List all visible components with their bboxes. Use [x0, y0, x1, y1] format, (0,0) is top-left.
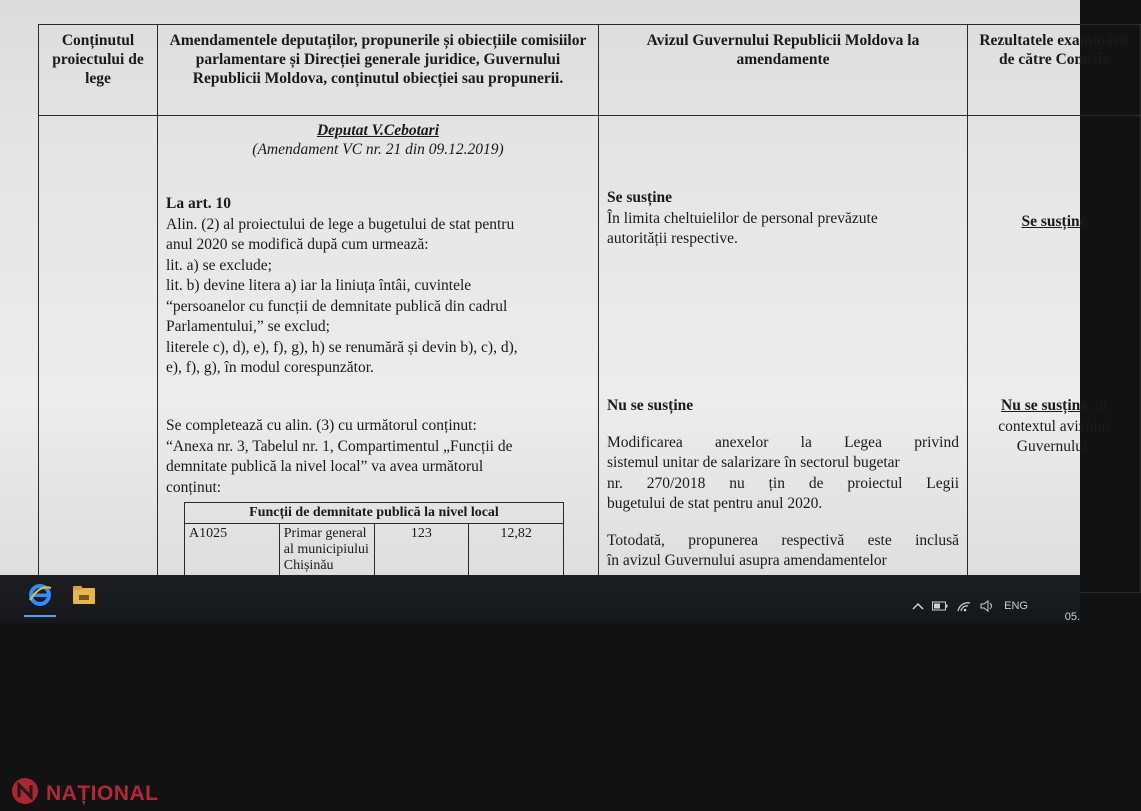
row-code: A1025 — [185, 524, 280, 577]
taskbar-app-explorer[interactable] — [62, 577, 106, 617]
opinion-verdict-not-supported: Nu se susține — [607, 397, 694, 414]
text-line: conținut: — [166, 478, 222, 496]
article-title: La art. 10 — [166, 195, 232, 212]
text-line: literele c), d), e), f), g), h) se renumără și devin b), c), d), — [166, 338, 518, 356]
row-value1: 123 — [374, 524, 469, 577]
amendment-paragraph-2 — [166, 416, 590, 498]
text-line: lit. b) devine litera a) iar la liniuța întâi, cuvintele — [166, 277, 472, 294]
opinion-verdict-supported: Se susține — [607, 189, 673, 206]
table-header-row — [39, 25, 1141, 116]
text-line: “Anexa nr. 3, Tabelul nr. 1, Compartimentul „Funcții de — [166, 437, 513, 455]
text-line: “persoanelor cu funcții de demnitate publică din cadrul — [166, 297, 508, 315]
text-line: sistemul unitar de salarizare în sectorul bugetar — [607, 454, 900, 471]
content-cell — [39, 116, 158, 593]
amendment-reference: (Amendament VC nr. 21 din 09.12.2019) — [252, 141, 504, 158]
commission-result-cell — [968, 116, 1141, 593]
text-line: demnitate publică la nivel local” va avea următorul — [166, 458, 484, 475]
text-line: autorității respective. — [607, 230, 738, 247]
volume-icon[interactable] — [980, 600, 996, 612]
text-line: bugetului de stat pentru anul 2020. — [607, 495, 823, 512]
text-line: Modificarea anexelor la Legea privind — [607, 433, 959, 451]
amendment-paragraph-1 — [166, 194, 590, 379]
language-indicator[interactable]: ENG — [1004, 600, 1028, 612]
text-line: în avizul Guvernului asupra amendamentelor — [607, 552, 887, 569]
battery-icon[interactable] — [932, 601, 948, 611]
table-row — [39, 116, 1141, 593]
text-line: anul 2020 se modifică după cum urmează: — [166, 236, 429, 253]
text-line: În limita cheltuielilor de personal prevăzute — [607, 209, 878, 227]
wifi-icon[interactable] — [956, 600, 972, 612]
result-not-supported-label: Nu se susține — [1001, 397, 1088, 414]
text-line: nr. 270/2018 nu țin de proiectul Legii — [607, 474, 959, 492]
table-row — [185, 524, 564, 577]
amendment-cell — [158, 116, 599, 593]
national-logo-icon — [10, 776, 40, 811]
result-supported: Se susține — [1021, 213, 1087, 230]
opinion-block-2 — [607, 396, 959, 572]
header-government-opinion: Avizul Guvernului Republicii Moldova la amendamente — [599, 25, 968, 116]
row-value2: 12,82 — [469, 524, 564, 577]
text-line: Totodată, propunerea respectivă este inclusă — [607, 531, 959, 549]
amendments-table — [38, 24, 1141, 593]
clock[interactable]: 05. — [1064, 611, 1080, 623]
result-context: , în contextul avizului Guvernului. — [998, 397, 1110, 455]
opinion-block-1 — [607, 188, 959, 250]
text-line: Se completează cu alin. (3) cu următorul conținut: — [166, 417, 477, 434]
taskbar — [0, 575, 1080, 623]
text-line: Alin. (2) al proiectului de lege a bugetului de stat pentru — [166, 215, 515, 233]
government-opinion-cell — [599, 116, 968, 593]
system-tray — [912, 595, 1028, 617]
header-content: Conținutul proiectului de lege — [39, 25, 158, 116]
text-line: e), f), g), în modul corespunzător. — [166, 359, 374, 376]
text-line: Parlamentului,” se exclud; — [166, 318, 330, 335]
header-amendments: Amendamentele deputaților, propunerile și obiecțiile comisiilor parlamentare și Direcției generale juridice, Guvernului Republicii Moldova, conținutul obiecției sau propunerii. — [158, 25, 599, 116]
folder-icon — [72, 585, 96, 610]
row-name: Primar general al municipiului Chișinău — [279, 524, 374, 577]
text-line: lit. a) se exclude; — [166, 256, 272, 274]
salary-table-title: Funcții de demnitate publică la nivel local — [185, 503, 564, 524]
deputy-name: Deputat V.Cebotari — [316, 122, 439, 139]
chevron-up-icon[interactable] — [912, 601, 924, 611]
header-commission-result: Rezultatele examinării de către Comisie — [968, 25, 1141, 116]
watermark — [10, 776, 159, 811]
taskbar-app-ie[interactable] — [18, 577, 62, 617]
watermark-text: NAȚIONAL — [46, 781, 159, 805]
result-not-supported — [972, 396, 1136, 458]
ie-icon — [27, 582, 53, 613]
